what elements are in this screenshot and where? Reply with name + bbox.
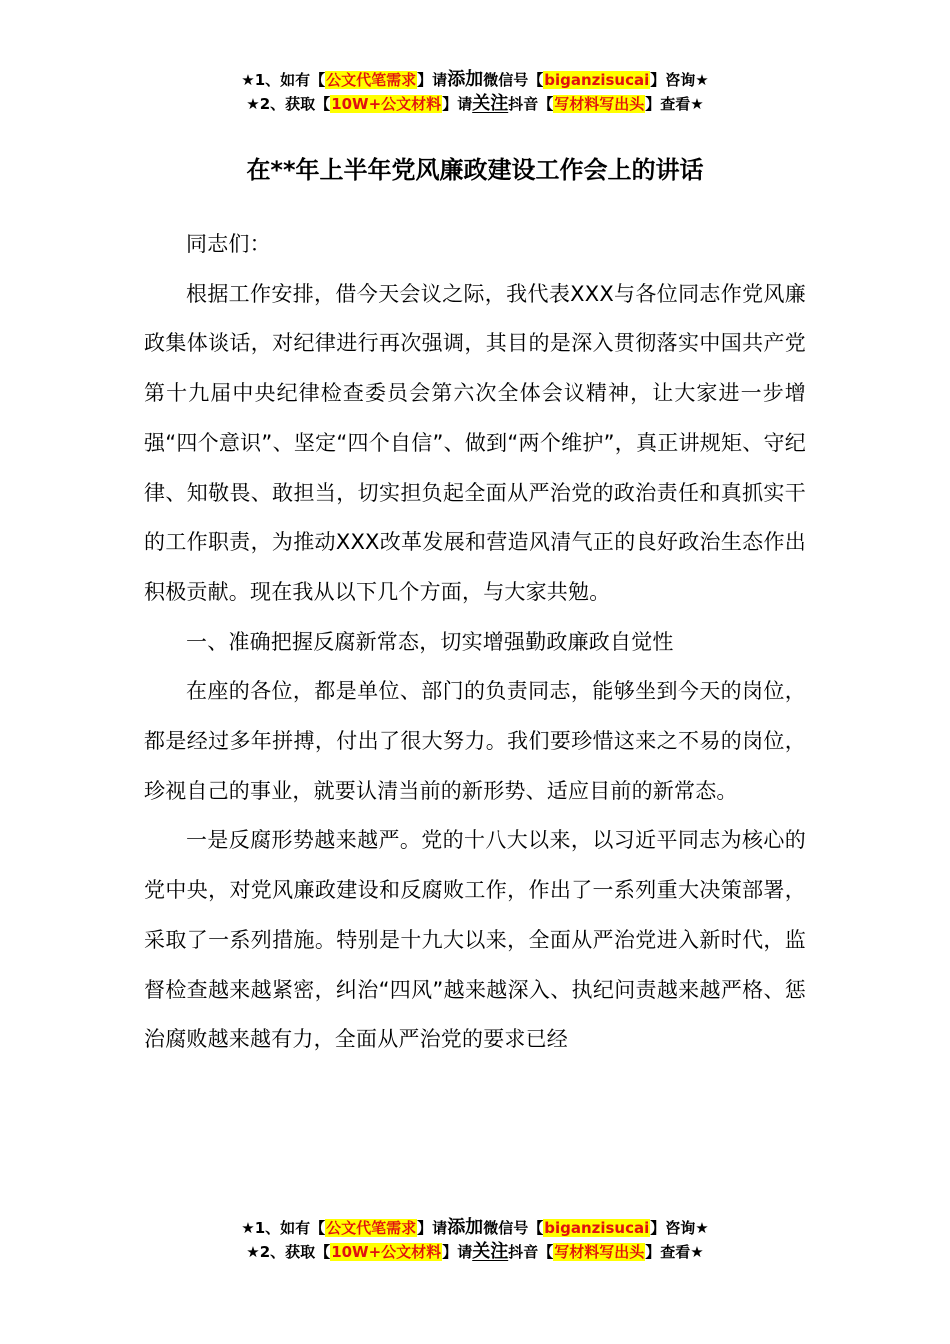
promo-line-1 xyxy=(0,1216,950,1240)
promo-text: 抖音【 xyxy=(508,95,554,113)
body-paragraph: 根据工作安排，借今天会议之际，我代表XXX与各位同志作党风廉政集体谈话，对纪律进行再次强调，其目的是深入贯彻落实中国共产党第十九届中央纪律检查委员会第六次全体会议精神，让大家进一步增强“四个意识”、坚定“四个自信”、做到“两个维护”，真正讲规矩、守纪律、知敬畏、敢担当，切实担负起全面从严治党的政治责任和真抓实干的工作职责，为推动XXX改革发展和营造风清气正的良好政治生态作出积极贡献。现在我从以下几个方面，与大家共勉。 xyxy=(144,281,806,604)
promo-line-1 xyxy=(0,68,950,92)
promo-text: ★2、获取【 xyxy=(246,1243,331,1261)
promo-emphasis: 添加 xyxy=(447,69,484,90)
body-paragraph: 在座的各位，都是单位、部门的负责同志，能够坐到今天的岗位，都是经过多年拼搏，付出了很大努力。我们要珍惜这来之不易的岗位，珍视自己的事业，就要认清当前的新形势、适应目前的新常态。 xyxy=(144,679,806,803)
promo-highlight: 公文代笔需求 xyxy=(326,71,417,89)
promo-text: 抖音【 xyxy=(508,1243,554,1261)
body-paragraph: 一是反腐形势越来越严。党的十八大以来，以习近平同志为核心的党中央，对党风廉政建设和反腐败工作，作出了一系列重大决策部署，采取了一系列措施。特别是十九大以来，全面从严治党进入新时代，监督检查越来越紧密，纠治“四风”越来越深入、执纪问责越来越严格、惩治腐败越来越有力，全面从严治党的要求已经 xyxy=(144,828,806,1052)
promo-line-2 xyxy=(0,92,950,116)
section-heading: 一、准确把握反腐新常态，切实增强勤政廉政自觉性 xyxy=(186,629,674,654)
promo-emphasis: 关注 xyxy=(472,93,509,114)
promo-highlight: 写材料写出头 xyxy=(554,95,645,113)
promo-text: 】咨询★ xyxy=(650,71,709,89)
promo-highlight: 10W+公文材料 xyxy=(331,1243,442,1261)
promo-text: 】请 xyxy=(417,71,448,89)
promo-text: 】咨询★ xyxy=(650,1219,709,1237)
promo-emphasis: 添加 xyxy=(447,1217,484,1238)
promo-text: ★1、如有【 xyxy=(241,1219,326,1237)
salutation: 同志们： xyxy=(186,232,271,256)
promo-highlight: biganzisucai xyxy=(544,1219,650,1237)
promo-emphasis: 关注 xyxy=(472,1241,509,1262)
promo-text: 】请 xyxy=(442,95,473,113)
promo-banner-bottom xyxy=(0,1216,950,1264)
document-title: 在**年上半年党风廉政建设工作会上的讲话 xyxy=(246,156,704,184)
promo-text: 】请 xyxy=(417,1219,448,1237)
promo-line-2 xyxy=(0,1240,950,1264)
promo-text: 】查看★ xyxy=(645,95,704,113)
promo-text: ★2、获取【 xyxy=(246,95,331,113)
promo-highlight: biganzisucai xyxy=(544,71,650,89)
promo-banner-top xyxy=(0,68,950,116)
promo-highlight: 公文代笔需求 xyxy=(326,1219,417,1237)
promo-text: ★1、如有【 xyxy=(241,71,326,89)
promo-text: 微信号【 xyxy=(483,1219,544,1237)
document-body xyxy=(144,220,806,1065)
promo-text: 】查看★ xyxy=(645,1243,704,1261)
promo-highlight: 10W+公文材料 xyxy=(331,95,442,113)
promo-text: 微信号【 xyxy=(483,71,544,89)
promo-text: 】请 xyxy=(442,1243,473,1261)
promo-highlight: 写材料写出头 xyxy=(554,1243,645,1261)
